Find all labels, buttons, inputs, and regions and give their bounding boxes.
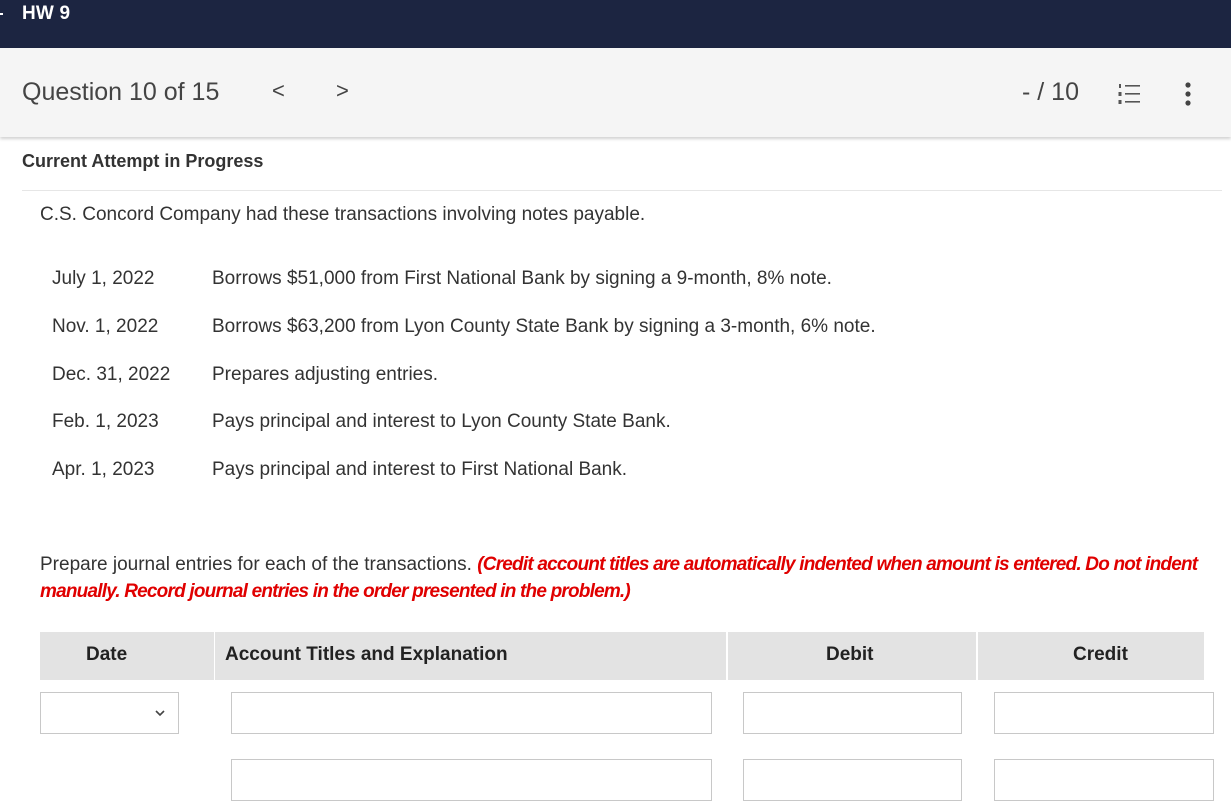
transaction-date: Nov. 1, 2022 — [52, 316, 159, 337]
assignment-title: HW 9 — [22, 3, 71, 24]
divider — [22, 190, 1222, 191]
header-marker — [0, 13, 3, 15]
transaction-date: Dec. 31, 2022 — [52, 364, 171, 385]
problem-intro: C.S. Concord Company had these transactions involving notes payable. — [40, 204, 646, 225]
more-options-icon[interactable] — [1180, 81, 1196, 107]
question-counter: Question 10 of 15 — [22, 78, 220, 106]
instructions-text: Prepare journal entries for each of the transactions. — [40, 554, 478, 575]
next-question-button[interactable]: > — [336, 78, 349, 103]
header-debit-label: Debit — [826, 644, 874, 665]
header-account — [215, 632, 726, 680]
question-navigation-bar — [0, 48, 1231, 137]
instructions-note: (Credit account titles are automatically indented when amount is entered. Do not indent manually. Record journal entries in the order presented in the problem.) — [40, 554, 1198, 602]
account-title-input[interactable] — [231, 759, 712, 801]
chevron-down-icon — [151, 704, 169, 722]
credit-input[interactable] — [994, 759, 1214, 801]
instructions — [40, 551, 1220, 605]
transaction-date: Apr. 1, 2023 — [52, 459, 155, 480]
transaction-description: Borrows $63,200 from Lyon County State Bank by signing a 3-month, 6% note. — [212, 316, 876, 337]
top-header-bar — [0, 0, 1231, 48]
transaction-description: Borrows $51,000 from First National Bank by signing a 9-month, 8% note. — [212, 268, 832, 289]
debit-input[interactable] — [743, 692, 962, 734]
header-credit — [978, 632, 1204, 680]
header-credit-label: Credit — [1073, 644, 1128, 665]
previous-question-button[interactable]: < — [272, 78, 285, 103]
credit-input[interactable] — [994, 692, 1214, 734]
transaction-date: July 1, 2022 — [52, 268, 155, 289]
transaction-description: Pays principal and interest to Lyon County State Bank. — [212, 411, 671, 432]
debit-input[interactable] — [743, 759, 962, 801]
header-date — [40, 632, 214, 680]
header-debit — [728, 632, 976, 680]
header-account-label: Account Titles and Explanation — [225, 644, 508, 665]
transaction-description: Prepares adjusting entries. — [212, 364, 439, 385]
question-list-icon[interactable] — [1116, 81, 1142, 107]
account-title-input[interactable] — [231, 692, 712, 734]
transaction-description: Pays principal and interest to First National Bank. — [212, 459, 628, 480]
transaction-date: Feb. 1, 2023 — [52, 411, 159, 432]
attempt-status: Current Attempt in Progress — [22, 151, 264, 171]
question-score: - / 10 — [1022, 78, 1079, 106]
header-date-label: Date — [86, 644, 128, 665]
